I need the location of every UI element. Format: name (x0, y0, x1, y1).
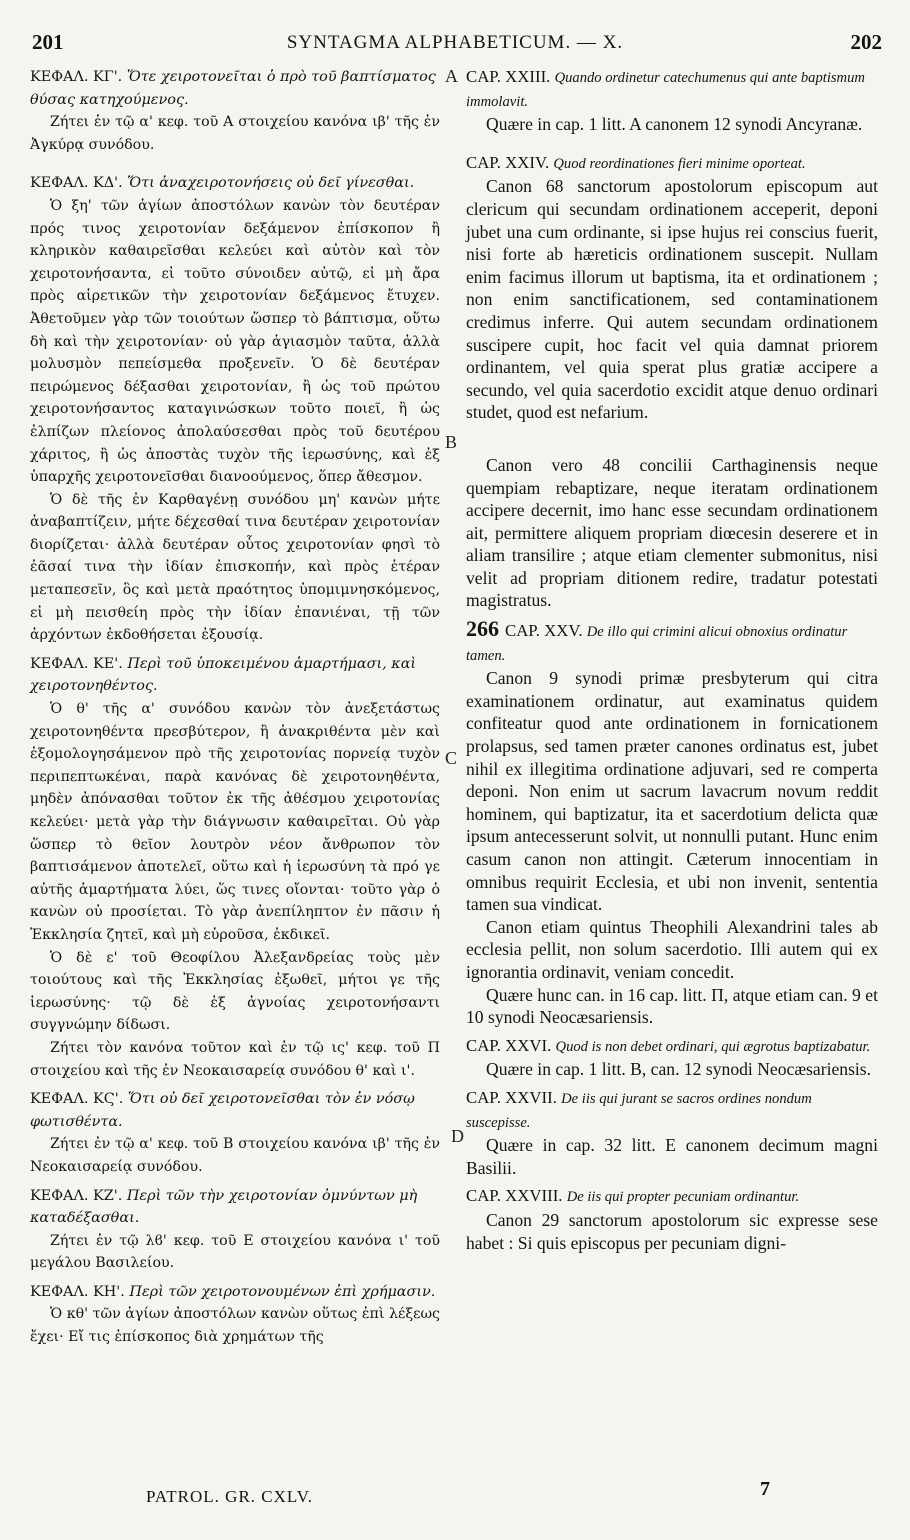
chapter-text: Canon 9 synodi primæ presbyterum qui citra examinationem ordinatur, aut examinatus quidem confiteatur quod ante ordinationem in fornicationem prolapsus, sed tamen præter canones ordinatus est, jubet nihil ex illegitima ordinatione adjuvari, sed re comperta deponi. Non enim ut sacrum lavacrum novum reddit hominem, qui baptizatur, ita et sacerdotium delicta quæ ipsum antecesserunt solvit, ut nonnulli putant. Hunc enim casum canon non attingit. Cæterum innocentiam in omnibus requirit Ecclesia, et ubi non invenit, sententia tamen sua vindicat. (466, 668, 878, 915)
chapter-text: Quære in cap. 32 litt. E canonem decimum magni Basilii. (466, 1135, 878, 1178)
chapter-text: Ὁ κθ' τῶν ἁγίων ἀποστόλων κανὼν οὕτως ἐπὶ λέξεως ἔχει· Εἴ τις ἐπίσκοπος διὰ χρημάτων τῆς (30, 1306, 440, 1346)
chapter-text: Quære in cap. 1 litt. A canonem 12 synodi Ancyranæ. (486, 114, 863, 135)
chapter-heading: ΚΕΦΑΛ. ΚΓ'. Ὅτε χειροτονεῖται ὁ πρὸ τοῦ βαπτίσματος θύσας κατηχούμενος. (30, 69, 436, 108)
margin-letter-d: D (451, 1126, 464, 1146)
chapter-heading: CAP. XXVIII. De iis qui propter pecuniam ordinantur. (466, 1186, 800, 1206)
margin-letter-a: A (445, 66, 458, 86)
latin-chapter-24 (466, 152, 878, 612)
chapter-text: Canon etiam quintus Theophili Alexandrini tales ab ecclesia pellit, non solum sacerdotio. Illi autem qui ex ignorantia ordinavit, veniam concedit. (466, 916, 878, 982)
greek-chapter-27 (30, 1185, 440, 1275)
chapter-text: Canon 68 sanctorum apostolorum episcopum aut clericum qui secundam ordinationem acceperit, deponi jubet una cum ordinante, si ipse hujus rei conscius fuerit, nisi forte ab hæreticis ordinationem suscepit. Nullam enim facimus illorum ut baptisma, ita et ordinationem ; non enim sanctificationem, sed contaminationem credimus inferre. Qui autem secundam ordinationem suscipere cupit, hoc facit vel quia damnat priorem ordinantem, vel quia sperat plus gratiæ accipere a secundo, vel quia sacerdotio excidit atque denuo ordinari studet, quod est nefarium. (466, 176, 878, 423)
chapter-heading: ΚΕΦΑΛ. ΚϚ'. Ὅτι οὐ δεῖ χειροτονεῖσθαι τὸν ἐν νόσῳ φωτισθέντα. (30, 1091, 415, 1130)
chapter-heading: ΚΕΦΑΛ. ΚΔ'. Ὅτι ἀναχειροτονήσεις οὐ δεῖ γίνεσθαι. (30, 175, 415, 192)
chapter-text: Ὁ θ' τῆς α' συνόδου κανὼν τὸν ἀνεξετάστως χειροτονηθέντα πρεσβύτερον, ἢ ἀνακριθέντα μὲν καὶ ἐξομολογησάμενον πρὸ τῆς χειροτονίας πορνείᾳ τυχὸν περιπεπτωκέναι, παρὰ κανόνας δὲ χειροτονηθέντα, μηδὲν ἀπόνασθαι τοῦτον ἐκ τῆς ἀθέσμου χειροτονίας κελεύει· μετὰ γὰρ τὴν διάγνωσιν καθαιρεῖται. Οὐ γὰρ ὥσπερ τὸ θεῖον λουτρὸν νέον ἄνθρωπον τὸν βαπτισάμενον ἀποτελεῖ, οὕτω καὶ ἡ ἱερωσύνη τὰ πρό γε αὐτῆς ἁμαρτήματα λύει, ὥς τινες οἴονται· τοῦτο γὰρ ὁ κανὼν οὐ προσίεται. Τὸ γὰρ ἀνεπίληπτον ἐν πᾶσιν ἡ Ἐκκλησία ζητεῖ, καὶ μὴ εὑροῦσα, ἐκδικεῖ. (30, 701, 440, 943)
greek-chapter-26 (30, 1088, 440, 1178)
chapter-heading: ΚΕΦΑΛ. ΚΗ'. Περὶ τῶν χειροτονουμένων ἐπὶ χρήμασιν. (30, 1283, 436, 1300)
greek-column (30, 66, 440, 1355)
chapter-text: Ὁ δὲ ε' τοῦ Θεοφίλου Ἀλεξανδρείας τοὺς μὲν τοιούτους καὶ τῆς Ἐκκλησίας ἐξωθεῖ, μήτοι γε τῆς ἱερωσύνης· τῷ δὲ ἐξ ἀγνοίας χειροτονήσαντι συγγνώμην δίδωσι. (30, 949, 440, 1034)
margin-letter-b: B (445, 432, 458, 452)
greek-chapter-23 (30, 66, 440, 156)
chapter-text: Ζήτει ἐν τῷ α' κεφ. τοῦ Α στοιχείου κανόνα ιβ' τῆς ἐν Ἀγκύρᾳ συνόδου. (30, 114, 440, 153)
margin-letter-c: C (445, 748, 458, 768)
page-number-left: 201 (32, 30, 64, 54)
latin-chapter-28 (466, 1185, 878, 1254)
footer-signature: PATROL. GR. CXLV. (146, 1487, 314, 1506)
running-header (24, 30, 886, 60)
chapter-text: Canon vero 48 concilii Carthaginensis neque quempiam rebaptizare, neque iteratam ordinationem accipere decernit, imo hanc esse secundam ordinationem ait, permittere aliquem propriam diœcesin deserere et in aliam transilire ; atque etiam clementer submonitus, nisi velit ad propriam ditionem redire, tradatur potestati magistratus. (466, 454, 878, 611)
latin-chapter-26 (466, 1035, 878, 1081)
greek-chapter-28 (30, 1281, 440, 1349)
column-number: 266 (466, 616, 499, 642)
greek-chapter-25 (30, 653, 440, 1082)
chapter-text: Quære hunc can. in 16 cap. litt. Π, atque etiam can. 9 et 10 synodi Neocæsariensis. (466, 984, 878, 1028)
chapter-text: Quære in cap. 1 litt. B, can. 12 synodi Neocæsariensis. (486, 1059, 872, 1080)
latin-chapter-25 (466, 618, 878, 1029)
chapter-text: Ζήτει τὸν κανόνα τοῦτον καὶ ἐν τῷ ις' κεφ. τοῦ Π στοιχείου καὶ τῆς ἐν Νεοκαισαρείᾳ συνόδου θ' καὶ ι'. (30, 1039, 440, 1079)
chapter-heading: CAP. XXIII. Quando ordinetur catechumenus qui ante baptismum immolavit. (466, 67, 865, 110)
chapter-text: Canon 29 sanctorum apostolorum sic expresse sese habet : Si quis episcopus per pecuniam digni- (466, 1209, 878, 1253)
greek-chapter-24 (30, 172, 440, 646)
latin-column (466, 66, 878, 1260)
chapter-heading: CAP. XXVII. De iis qui jurant se sacros ordines nondum suscepisse. (466, 1087, 812, 1131)
latin-chapter-27 (466, 1087, 878, 1179)
chapter-heading: 266 CAP. XXV. De illo qui crimini alicui obnoxius ordinatur tamen. (466, 616, 848, 664)
footer-sheet-number: 7 (760, 1478, 770, 1500)
chapter-text: Ὁ δὲ τῆς ἐν Καρθαγένῃ συνόδου μη' κανὼν μήτε ἀναβαπτίζειν, μήτε δέχεσθαί τινα δευτέραν χειροτονίαν διορίζεται· ἀλλὰ δευτέραν οὗτος χειροτονίαν φησὶ τὸ ἐᾶσαί τινα τὴν ἰδίαν ἐπισκοπήν, καὶ πρὸς ἑτέραν μεταπεσεῖν, ὃς καὶ μετὰ πραότητος ὑπομιμνησκόμενος, εἰ μὴ πεισθείη πρὸς τὴν ἰδίαν ἐπανιέναι, τῇ τῶν ἀρχόντων ἐκδοθήσεται ἐξουσίᾳ. (30, 491, 440, 644)
chapter-heading: ΚΕΦΑΛ. ΚΖ'. Περὶ τῶν τὴν χειροτονίαν ὀμνύντων μὴ καταδέξασθαι. (30, 1187, 418, 1227)
latin-chapter-23 (466, 66, 878, 136)
chapter-heading: ΚΕΦΑΛ. ΚΕ'. Περὶ τοῦ ὑποκειμένου ἁμαρτήμασι, καὶ χειροτονηθέντος. (30, 655, 417, 695)
chapter-heading: CAP. XXIV. Quod reordinationes fieri minime oporteat. (466, 152, 806, 172)
chapter-text: Ὁ ξη' τῶν ἁγίων ἀποστόλων κανὼν τὸν δευτέραν πρός τινος χειροτονίαν δεξάμενον ἐπίσκοπον ἢ κληρικὸν καθαιρεῖσθαι κελεύει καὶ αὐτὸν καὶ τὸν χειροτονήσαντα, εἰ τοῦτο σύνοιδεν αὐτῷ, εἰ μὴ ἄρα πρὸς αἱρετικῶν τὴν χειροτονίαν δεξάμενος ἔτυχεν. Ἀθετοῦμεν γὰρ τῶν τοιούτων ὥσπερ τὸ βάπτισμα, οὕτω δὴ καὶ τὴν χειροτονίαν· οὐ γὰρ ἁγιασμὸν ταῦτα, ἀλλὰ μολυσμὸν πεπείσμεθα προξενεῖν. Ὁ δὲ δευτέραν πειρώμενος δέξασθαι χειροτονίαν, ἢ ὡς τοῦ πρώτου χειροτονήσαντος καταγινώσκων τοῦτο ποιεῖ, ἢ ὡς ἐλπίζων πλείονος ἀπολαύσεσθαι πρὸς τοῦ δευτέρου χάριτος, ἢ ὡς ἀποστὰς τυχὸν τῆς ἱερωσύνης, καὶ ἐξ ὑπαρχῆς χειροτονεῖσθαι διανοούμενος, ὅπερ ἄθεσμον. (30, 197, 440, 486)
chapter-heading: CAP. XXVI. Quod is non debet ordinari, qui ægrotus baptizabatur. (466, 1035, 871, 1055)
page-number-right: 202 (850, 30, 882, 54)
chapter-text: Ζήτει ἐν τῷ α' κεφ. τοῦ Β στοιχείου κανόνα ιβ' τῆς ἐν Νεοκαισαρείᾳ συνόδου. (30, 1136, 440, 1175)
running-title: SYNTAGMA ALPHABETICUM. — X. (286, 32, 624, 53)
chapter-text: Ζήτει ἐν τῷ λϐ' κεφ. τοῦ Ε στοιχείου κανόνα ι' τοῦ μεγάλου Βασιλείου. (30, 1232, 440, 1272)
